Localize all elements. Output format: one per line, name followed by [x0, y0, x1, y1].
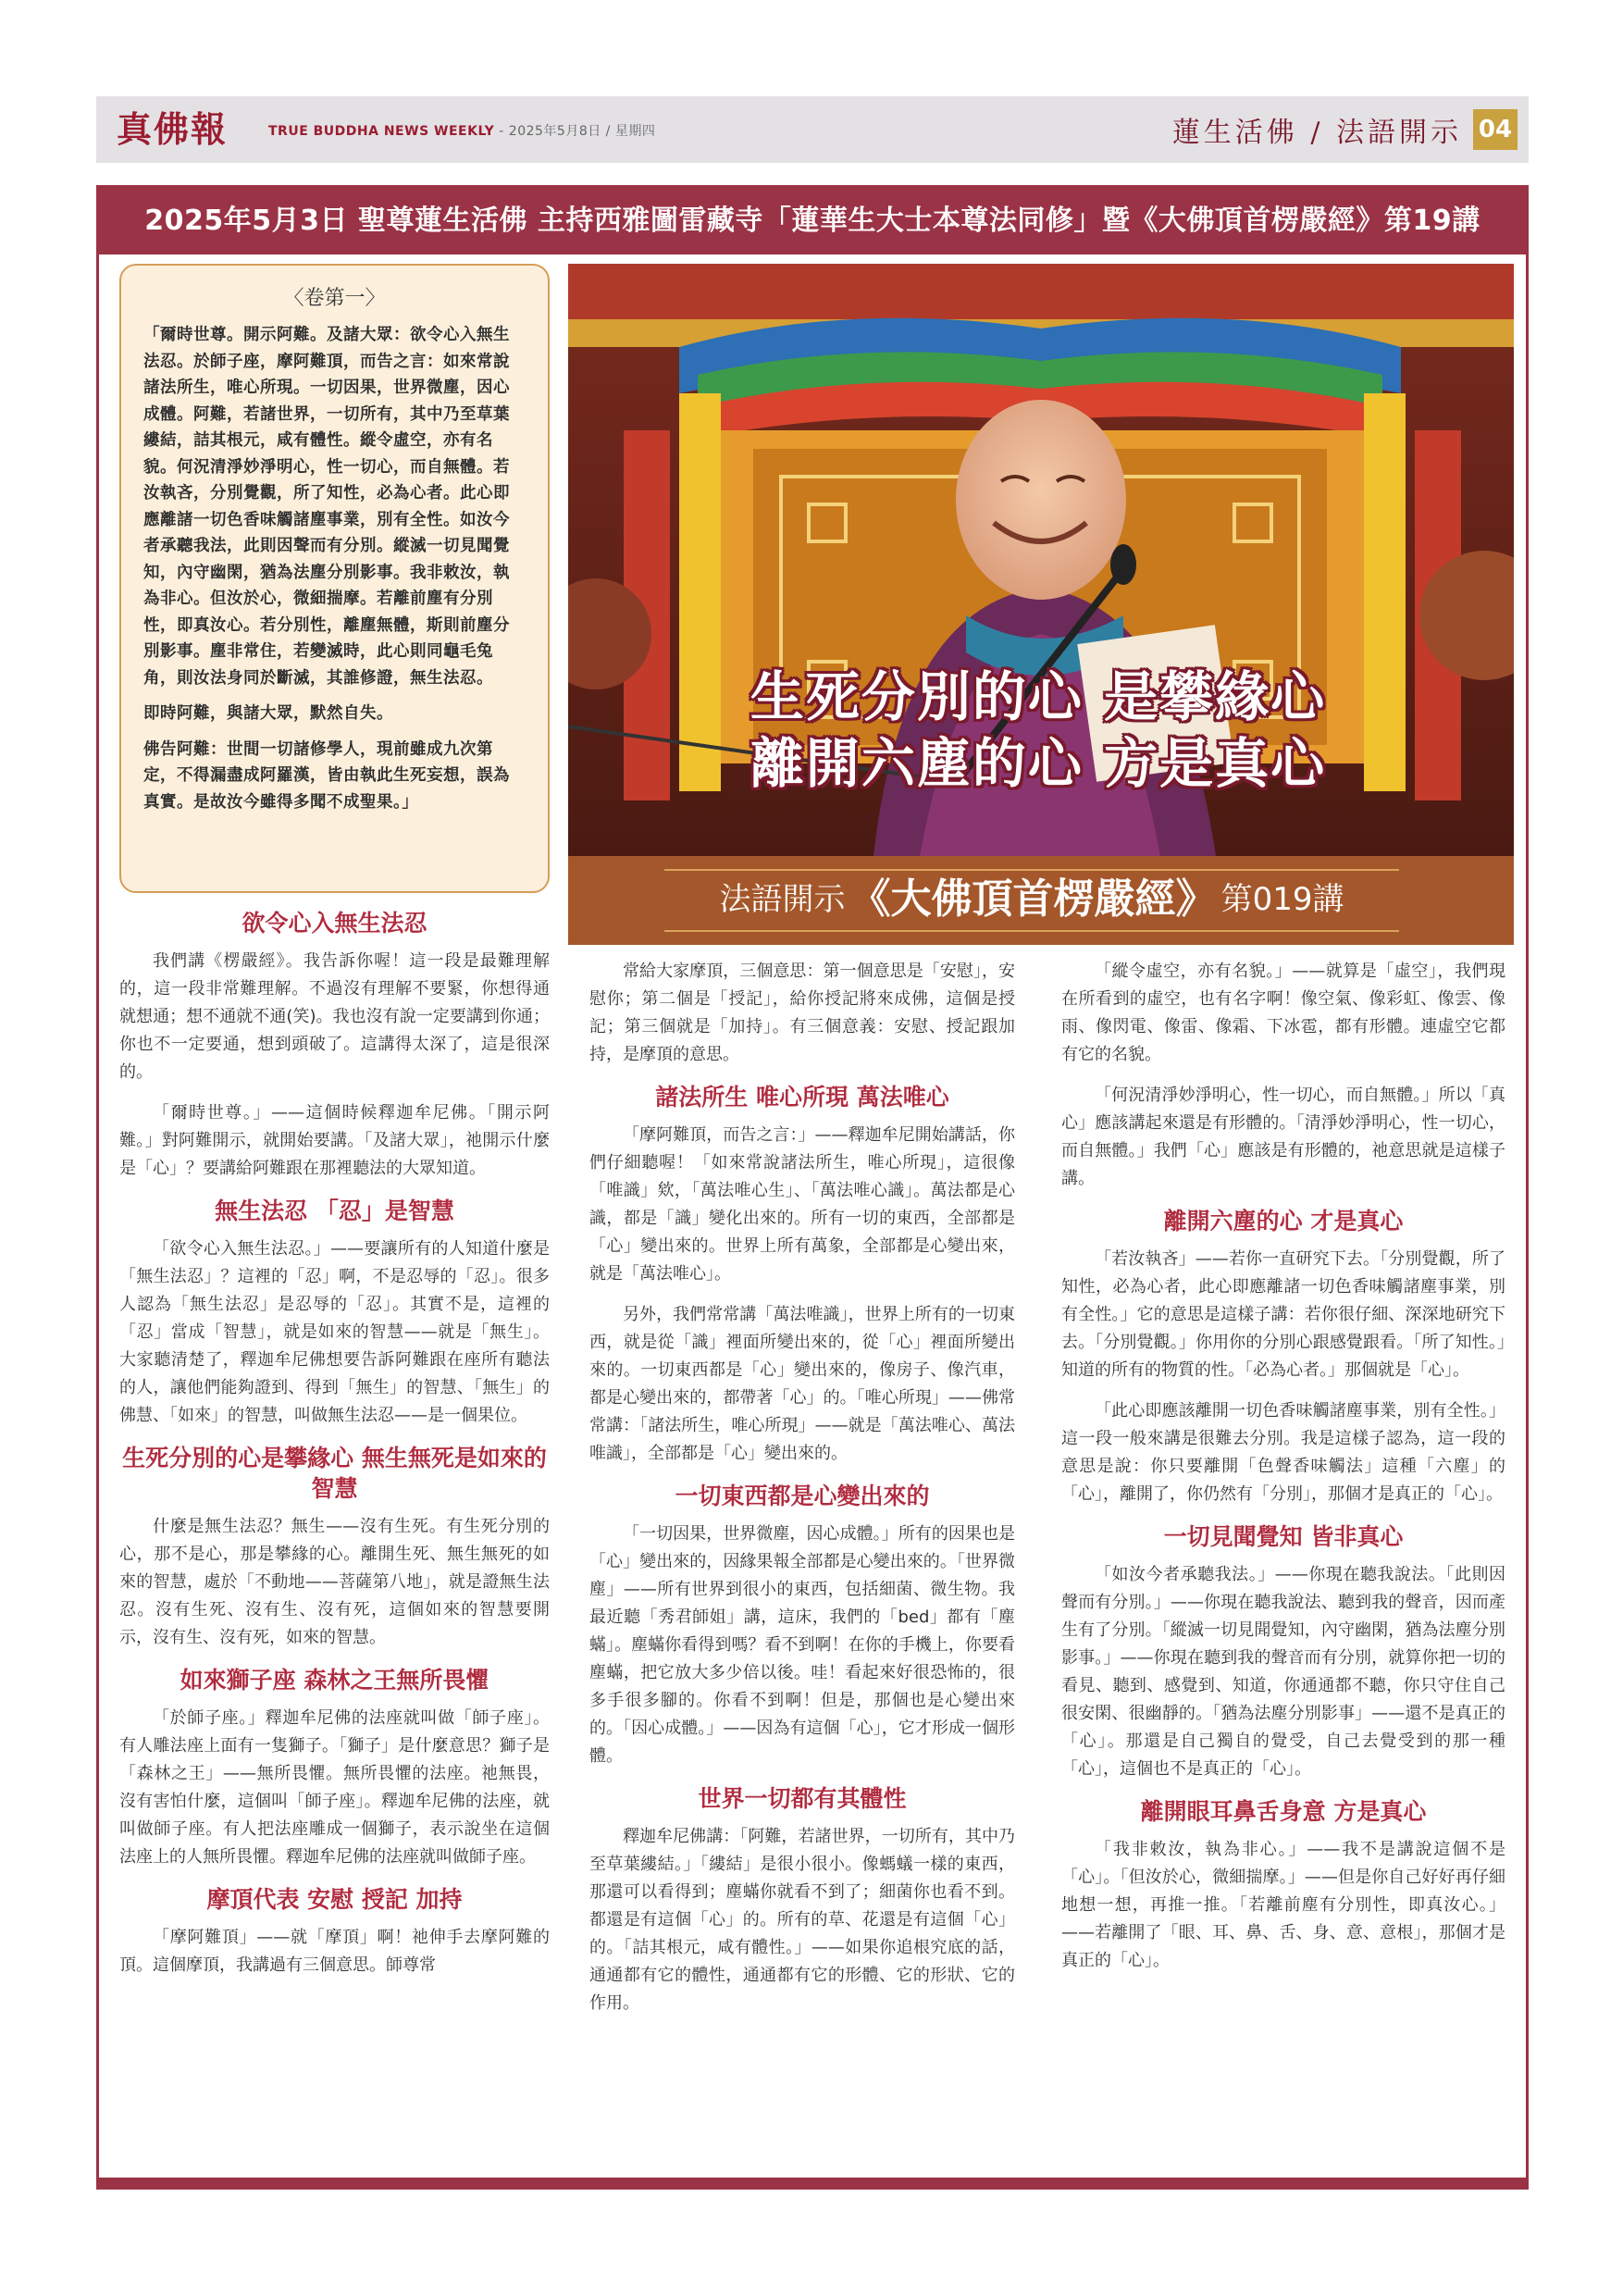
photo-caption — [742, 664, 1334, 797]
subheading: 一切見聞覺知 皆非真心 — [1163, 1523, 1404, 1550]
paper-meta — [268, 121, 655, 140]
body-paragraph: 我們講《楞嚴經》。我告訴你喔！這一段是最難理解的，這一段非常難理解。不過沒有理解不要緊，你想得通就想通；想不通就不通(笑)。我也沒有說一定要講到你通；你也不一定要通，想到頭破了。這講得太深了，這是很深的。 — [119, 951, 550, 1082]
lecture-sutra-name: 《大佛頂首楞嚴經》 — [849, 875, 1217, 923]
lecture-title-band — [568, 856, 1514, 945]
body-paragraph: 「爾時世尊。」——這個時候釋迦牟尼佛。「開示阿難。」對阿難開示，就開始要講。「及諸大眾」，祂開示什麼是「心」？要講給阿難跟在那裡聽法的大眾知道。 — [119, 1103, 550, 1178]
body-paragraph: 「一切因果，世界微塵，因心成體。」所有的因果也是「心」變出來的，因緣果報全部都是心變出來的。「世界微塵」——所有世界到很小的東西，包括細菌、微生物。我最近聽「秀君師姐」講，這床，我們的「bed」都有「塵蟎」。塵蟎你看得到嗎？看不到啊！在你的手機上，你要看塵蟎，把它放大多少倍以後。哇！看起來好很恐怖的，很多手很多腳的。你看不到啊！但是，那個也是心變出來的。「因心成體。」——因為有這個「心」，它才形成一個形體。 — [589, 1524, 1015, 1766]
subheading: 如來獅子座 森林之王無所畏懼 — [180, 1667, 489, 1694]
body-paragraph: 「此心即應該離開一切色香味觸諸塵事業，別有全性。」這一段一般來講是很難去分別。我是這樣子認為，這一段的意思是說：你只要離開「色聲香味觸法」這種「六塵」的「心」，離開了，你仍然有「分別」，那個才是真正的「心」。 — [1061, 1401, 1505, 1504]
body-paragraph: 另外，我們常常講「萬法唯識」，世界上所有的一切東西，就是從「識」裡面所變出來的，從「心」裡面所變出來的。一切東西都是「心」變出來的，像房子、像汽車，都是心變出來的，都帶著「心」的。「唯心所現」——佛常常講：「諸法所生，唯心所現」——就是「萬法唯心、萬法唯識」，全部都是「心」變出來的。 — [589, 1305, 1015, 1463]
body-paragraph: 「縱令虛空，亦有名貌。」——就算是「虛空」，我們現在所看到的虛空，也有名字啊！像空氣、像彩虹、像雲、像雨、像閃電、像雷、像霜、下冰雹，都有形體。連虛空它都有它的名貌。 — [1061, 962, 1505, 1064]
scripture-paragraph: 佛告阿難：世間一切諸修學人，現前雖成九次第定，不得漏盡成阿羅漢，皆由執此生死妄想，誤為真實。是故汝今雖得多聞不成聖果。」 — [143, 739, 510, 812]
page-number: 04 — [1473, 109, 1518, 150]
subheading: 離開六塵的心 才是真心 — [1163, 1208, 1404, 1235]
text-column-3 — [1061, 958, 1505, 1988]
body-paragraph: 什麼是無生法忍？無生——沒有生死。有生死分別的心，那不是心，那是攀緣的心。離開生死、無生無死的如來的智慧，處於「不動地——菩薩第八地」，就是證無生法忍。沒有生死、沒有生、沒有死，這個如來的智慧要開示，沒有生、沒有死，如來的智慧。 — [119, 1517, 550, 1647]
text-column-1 — [119, 908, 550, 1992]
body-paragraph: 常給大家摩頂，三個意思：第一個意思是「安慰」，安慰你；第二個是「授記」，給你授記將來成佛，這個是授記；第三個就是「加持」。有三個意義：安慰、授記跟加持，是摩頂的意思。 — [589, 962, 1015, 1064]
article-frame — [96, 185, 1529, 2190]
newspaper-logo — [117, 107, 255, 152]
paper-name: TRUE BUDDHA NEWS WEEKLY — [268, 124, 495, 139]
body-paragraph: 「我非敕汝，執為非心。」——我不是講說這個不是「心」。「但汝於心，微細揣摩。」——但是你自己好好再仔細地想一想，再推一推。「若離前塵有分別性，即真汝心。」——若離開了「眼、耳、鼻、舌、身、意、意根」，那個才是真正的「心」。 — [1061, 1840, 1505, 1970]
subheading: 無生法忍 「忍」是智慧 — [215, 1198, 454, 1224]
body-paragraph: 「若汝執吝」——若你一直研究下去。「分別覺觀，所了知性，必為心者，此心即應離諸一切色香味觸諸塵事業，別有全性。」它的意思是這樣子講：若你很仔細、深深地研究下去。「分別覺觀。」你用你的分別心跟感覺跟看。「所了知性。」知道的所有的物質的性。「必為心者。」那個就是「心」。 — [1061, 1249, 1505, 1380]
lecture-number: 第019講 — [1220, 881, 1344, 918]
body-paragraph: 釋迦牟尼佛講：「阿難，若諸世界，一切所有，其中乃至草葉縷結。」「縷結」是很小很小。像螞蟻一樣的東西，那還可以看得到；塵蟎你就看不到了；細菌你也看不到。都還是有這個「心」的。所有的草、花還是有這個「心」的。「詰其根元，咸有體性。」——如果你追根究底的話，通通都有它的體性，通通都有它的形體、它的形狀、它的作用。 — [589, 1827, 1015, 2013]
bottom-rule — [99, 2178, 1526, 2187]
body-paragraph: 「何況清淨妙淨明心，性一切心，而自無體。」所以「真心」應該講起來還是有形體的。「清淨妙淨明心，性一切心，而自無體。」我們「心」應該是有形體的，祂意思就是這樣子講。 — [1061, 1086, 1505, 1188]
lecture-prefix: 法語開示 — [719, 881, 846, 918]
subheading: 摩頂代表 安慰 授記 加持 — [206, 1886, 463, 1913]
body-paragraph: 「摩阿難頂」——就「摩頂」啊！祂伸手去摩阿難的頂。這個摩頂，我講過有三個意思。師尊常 — [119, 1928, 550, 1975]
caption-line-2: 離開六塵的心 方是真心 — [750, 732, 1327, 795]
newspaper-page — [96, 96, 1529, 2190]
article-banner: 2025年5月3日 聖尊蓮生活佛 主持西雅圖雷藏寺「蓮華生大士本尊法同修」暨《大佛頂首楞嚴經》第19講 — [99, 188, 1526, 254]
body-paragraph: 「如汝今者承聽我法。」——你現在聽我說法。「此則因聲而有分別。」——你現在聽我說法、聽到我的聲音，因而產生有了分別。「縱滅一切見聞覺知，內守幽閑，猶為法塵分別影事。」——你現在聽到我的聲音而有分別，就算你把一切的看見、聽到、感覺到、知道，你通通都不聽，你只守住自己很安閑、很幽靜的。「猶為法塵分別影事」——還不是真正的「心」。那還是自己獨自的覺受，自己去覺受到的那一種「心」，這個也不是真正的「心」。 — [1061, 1565, 1505, 1779]
scripture-box — [119, 264, 550, 893]
scripture-paragraph: 「爾時世尊。開示阿難。及諸大眾：欲令心入無生法忍。於師子座，摩阿難頂，而告之言：如來常說諸法所生，唯心所現。一切因果，世界微塵，因心成體。阿難，若諸世界，一切所有，其中乃至草葉縷結，詰其根元，咸有體性。縱令虛空，亦有名貌。何況清淨妙淨明心，性一切心，而自無體。若汝執吝，分別覺觀，所了知性，必為心者。此心即應離諸一切色香味觸諸塵事業，別有全性。如汝今者承聽我法，此則因聲而有分別。縱滅一切見聞覺知，內守幽閑，猶為法塵分別影事。我非敕汝，執為非心。但汝於心，微細揣摩。若離前塵有分別性，即真汝心。若分別性，離塵無體，斯則前塵分別影事。塵非常住，若變滅時，此心則同龜毛兔角，則汝法身同於斷滅，其誰修證，無生法忍。 — [143, 326, 510, 688]
issue-date: - 2025年5月8日 / 星期四 — [499, 124, 656, 139]
scripture-title: 〈卷第一〉 — [283, 287, 386, 310]
subheading: 生死分別的心是攀緣心 無生無死是如來的智慧 — [122, 1445, 547, 1502]
subheading: 一切東西都是心變出來的 — [675, 1483, 930, 1509]
logo-text: 真佛報 — [117, 108, 229, 150]
text-column-2 — [589, 958, 1015, 2030]
subheading: 離開眼耳鼻舌身意 方是真心 — [1140, 1798, 1427, 1825]
section-title: 蓮生活佛 / 法語開示 — [1171, 117, 1462, 149]
subheading: 世界一切都有其體性 — [698, 1785, 907, 1812]
scripture-paragraph: 即時阿難，與諸大眾，默然自失。 — [143, 704, 393, 723]
subheading: 諸法所生 唯心所現 萬法唯心 — [655, 1084, 949, 1111]
body-paragraph: 「於師子座。」釋迦牟尼佛的法座就叫做「師子座」。有人雕法座上面有一隻獅子。「獅子」是什麼意思？獅子是「森林之王」——無所畏懼。無所畏懼的法座。祂無畏，沒有害怕什麼，這個叫「師子座」。釋迦牟尼佛的法座，就叫做師子座。有人把法座雕成一個獅子，表示說坐在這個法座上的人無所畏懼。釋迦牟尼佛的法座就叫做師子座。 — [119, 1708, 550, 1867]
master-photo — [568, 264, 1514, 856]
lecture-title — [664, 869, 1399, 932]
body-paragraph: 「欲令心入無生法忍。」——要讓所有的人知道什麼是「無生法忍」？這裡的「忍」啊，不是忍辱的「忍」。很多人認為「無生法忍」是忍辱的「忍」。其實不是，這裡的「忍」當成「智慧」，就是如來的智慧——就是「無生」。大家聽清楚了，釋迦牟尼佛想要告訴阿難跟在座所有聽法的人，讓他們能夠證到、得到「無生」的智慧、「無生」的佛慧、「如來」的智慧，叫做無生法忍——是一個果位。 — [119, 1239, 550, 1425]
body-paragraph: 「摩阿難頂，而告之言：」——釋迦牟尼開始講話，你們仔細聽喔！「如來常說諸法所生，唯心所現」，這很像「唯識」欸，「萬法唯心生」、「萬法唯心識」。萬法都是心識，都是「識」變化出來的。所有一切的東西，全部都是「心」變出來的。世界上所有萬象，全部都是心變出來，就是「萬法唯心」。 — [589, 1125, 1015, 1284]
page-header — [96, 96, 1529, 163]
subheading: 欲令心入無生法忍 — [242, 910, 427, 937]
caption-line-1: 生死分別的心 是攀緣心 — [750, 665, 1327, 728]
